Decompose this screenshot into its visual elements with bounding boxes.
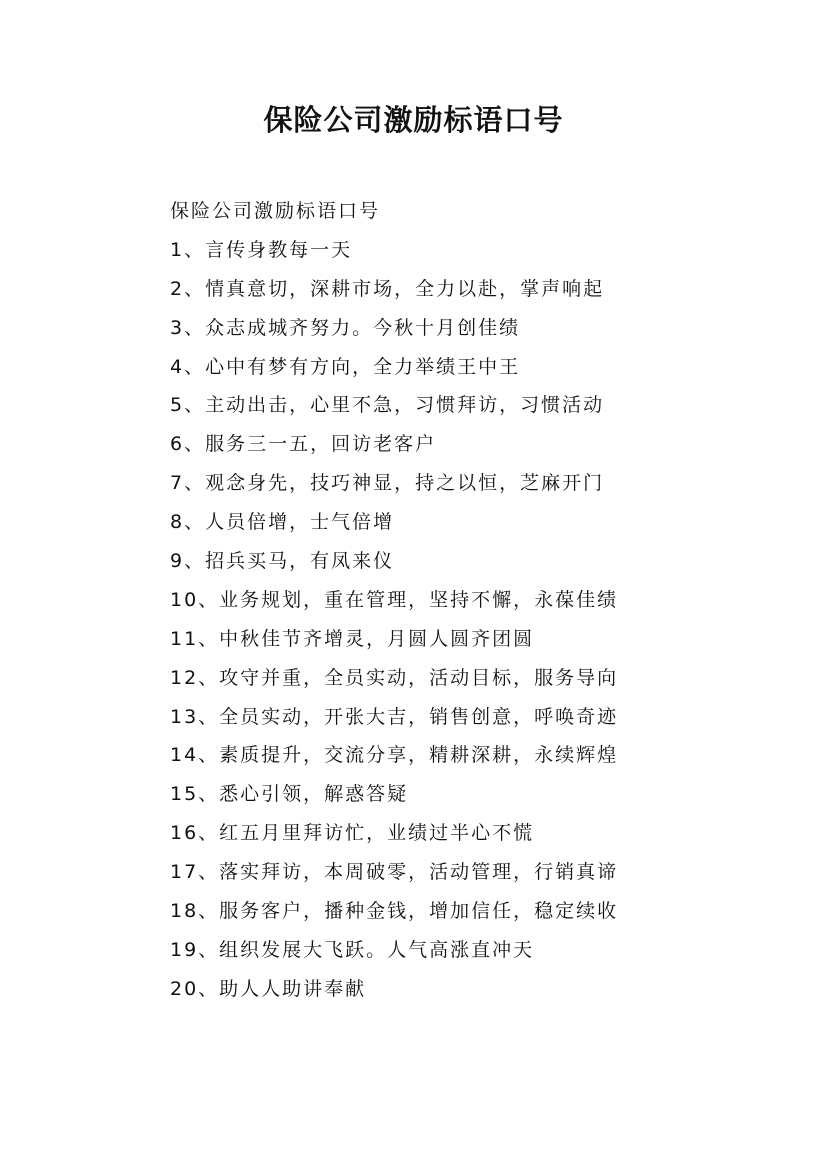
slogan-item-17: 17、落实拜访，本周破零，活动管理，行销真谛 xyxy=(170,861,619,884)
slogan-item-10: 10、业务规划，重在管理，坚持不懈，永葆佳绩 xyxy=(170,588,619,611)
slogan-item-12: 12、攻守并重，全员实动，活动目标，服务导向 xyxy=(170,666,619,689)
slogan-item-15: 15、悉心引领，解惑答疑 xyxy=(170,783,409,806)
slogan-item-9: 9、招兵买马，有凤来仪 xyxy=(170,550,395,573)
slogan-item-8: 8、人员倍增，士气倍增 xyxy=(170,511,395,534)
slogan-item-19: 19、组织发展大飞跃。人气高涨直冲天 xyxy=(170,938,535,961)
slogan-item-20: 20、助人人助讲奉献 xyxy=(170,977,367,1000)
slogan-item-14: 14、素质提升，交流分享，精耕深耕，永续辉煌 xyxy=(170,744,619,767)
slogan-item-18: 18、服务客户，播种金钱，增加信任，稳定续收 xyxy=(170,900,619,923)
slogan-item-16: 16、红五月里拜访忙，业绩过半心不慌 xyxy=(170,822,535,845)
slogan-item-7: 7、观念身先，技巧神显，持之以恒，芝麻开门 xyxy=(170,472,605,495)
body-heading: 保险公司激励标语口号 xyxy=(170,200,381,222)
slogan-item-6: 6、服务三一五，回访老客户 xyxy=(170,433,437,456)
slogan-item-4: 4、心中有梦有方向，全力举绩王中王 xyxy=(170,355,521,378)
document-body xyxy=(170,192,770,1009)
slogan-item-11: 11、中秋佳节齐增灵，月圆人圆齐团圆 xyxy=(170,627,535,650)
slogan-item-3: 3、众志成城齐努力。今秋十月创佳绩 xyxy=(170,316,521,339)
slogan-item-1: 1、言传身教每一天 xyxy=(170,238,353,261)
slogan-item-13: 13、全员实动，开张大吉，销售创意，呼唤奇迹 xyxy=(170,705,619,728)
slogan-item-2: 2、情真意切，深耕市场，全力以赴，掌声响起 xyxy=(170,277,605,300)
document-title: 保险公司激励标语口号 xyxy=(263,103,564,137)
slogan-item-5: 5、主动出击，心里不急，习惯拜访，习惯活动 xyxy=(170,394,605,417)
